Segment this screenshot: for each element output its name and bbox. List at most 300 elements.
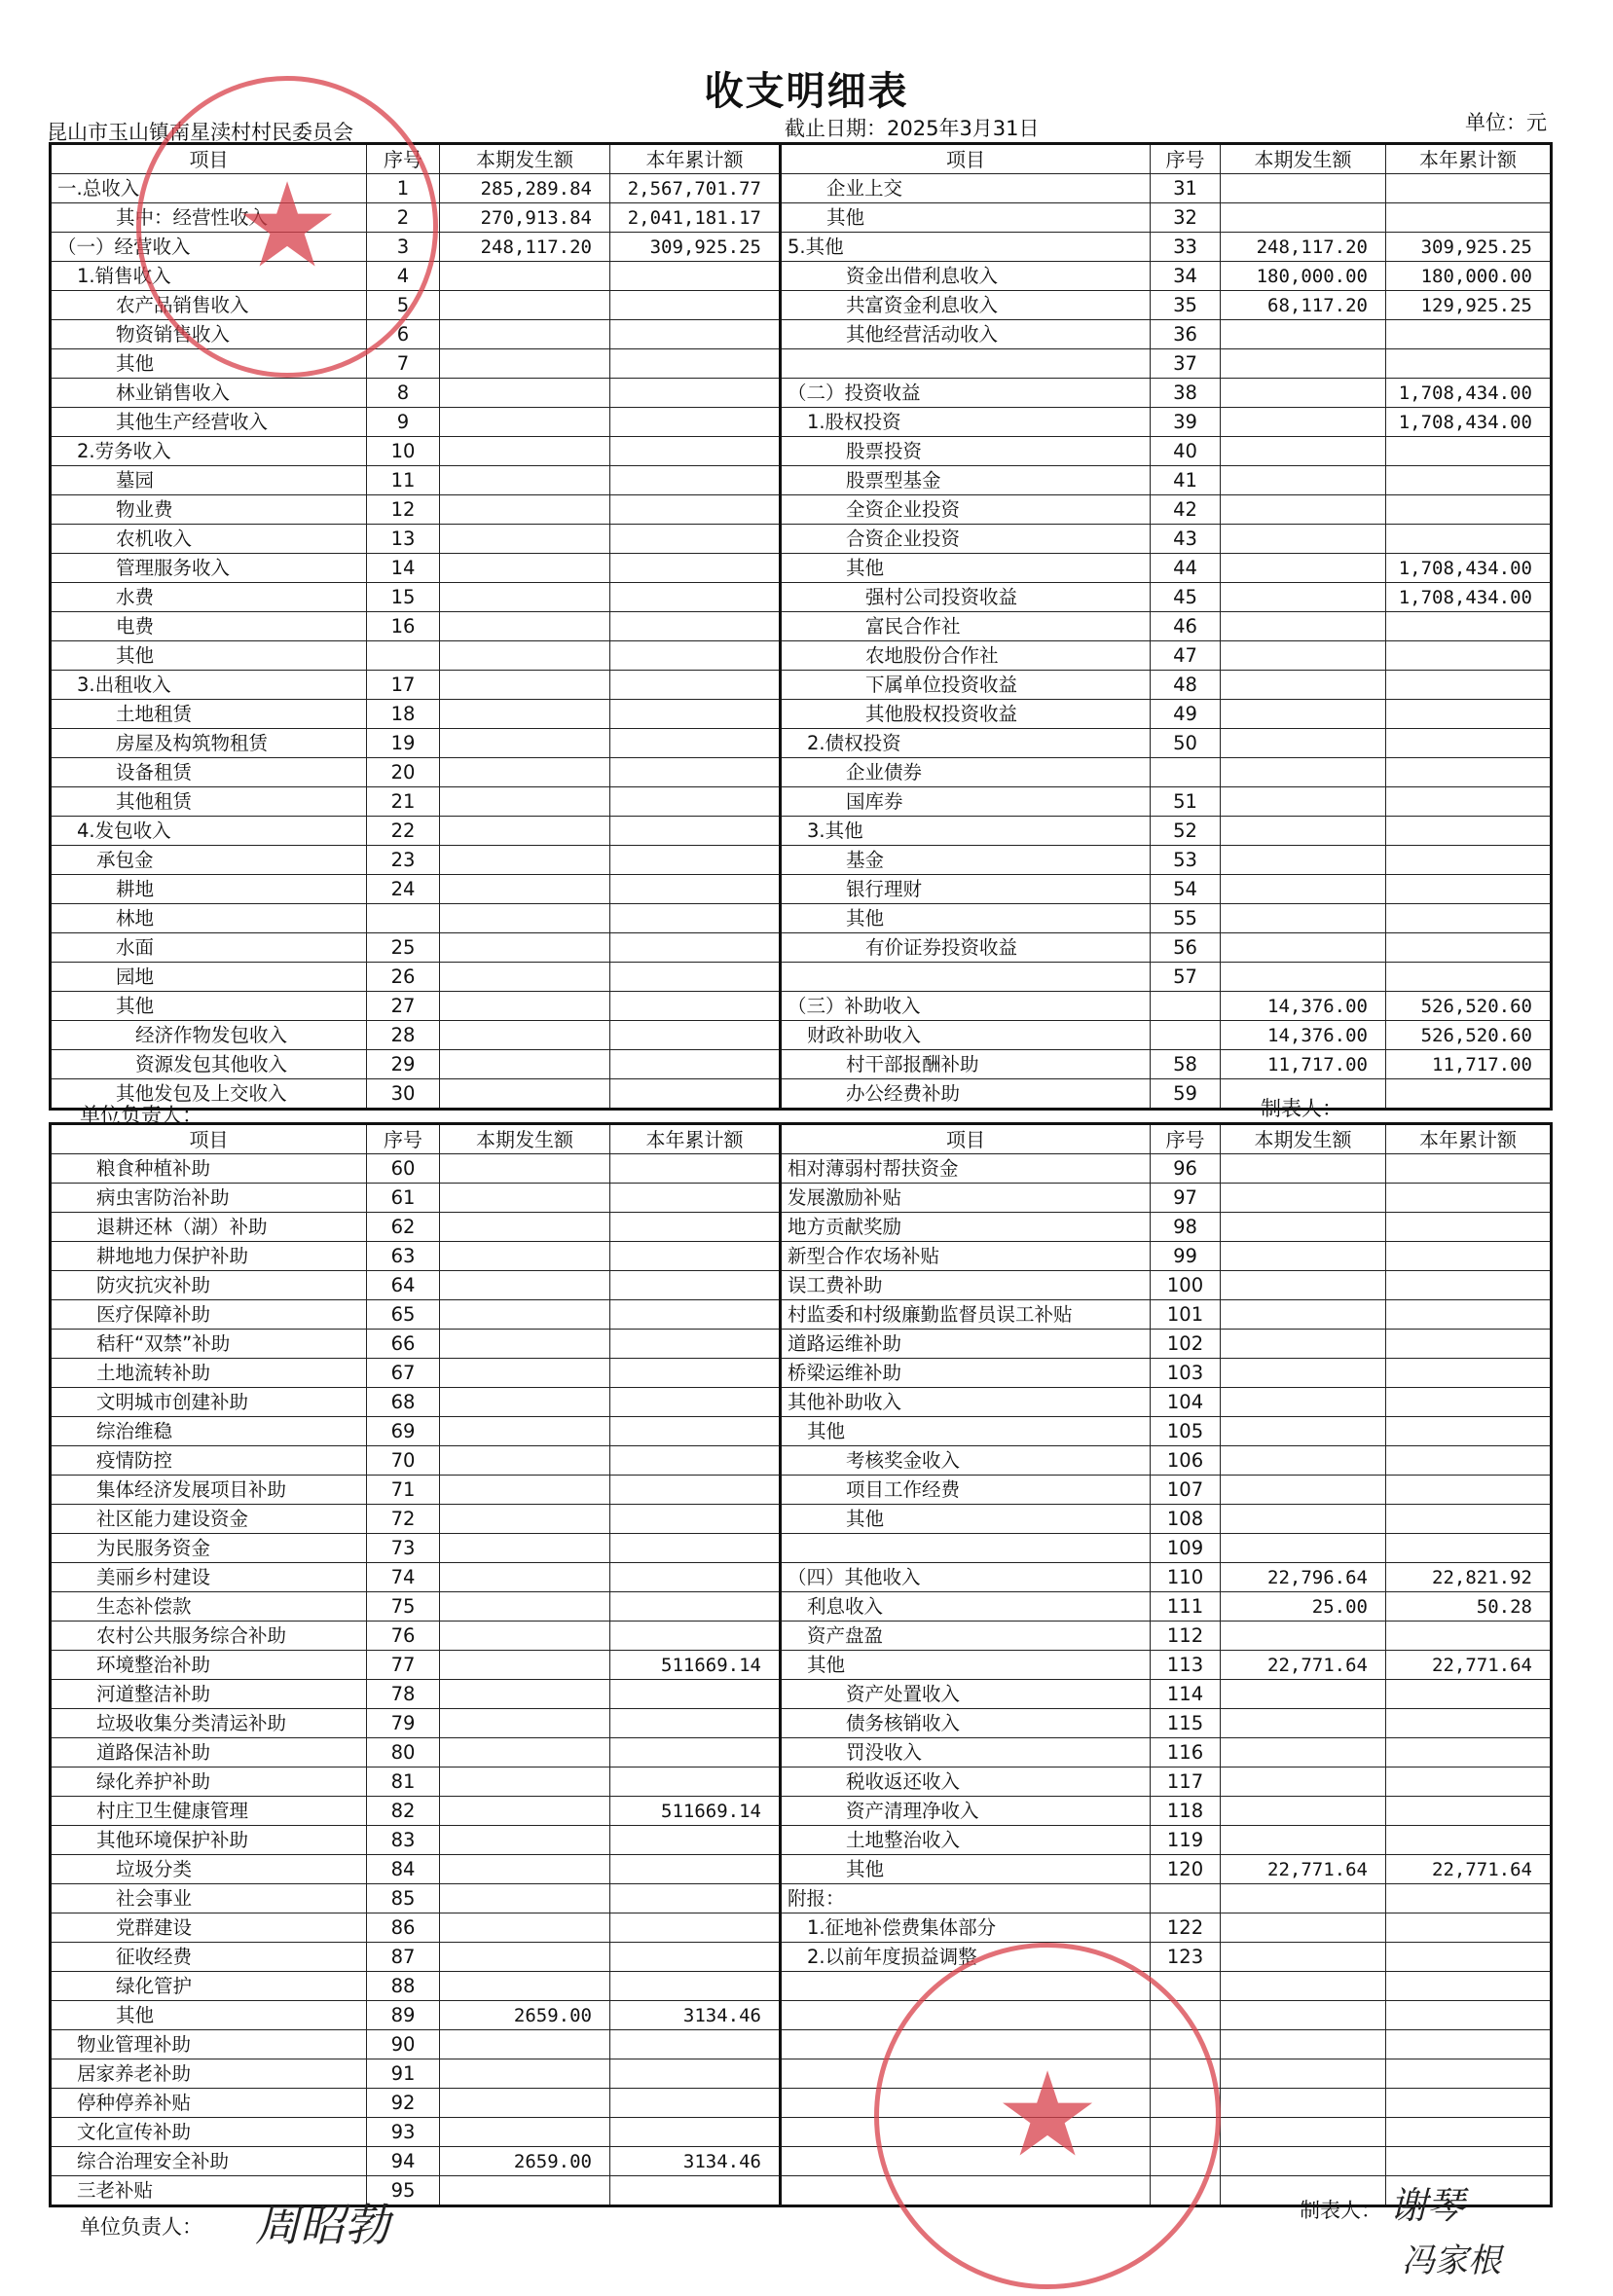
current-amount [1221, 700, 1386, 729]
row-number: 109 [1151, 1534, 1221, 1563]
item-name: 为民服务资金 [51, 1534, 367, 1563]
item-name: 医疗保障补助 [51, 1300, 367, 1330]
row-number: 62 [367, 1213, 440, 1242]
item-name: 桥梁运维补助 [781, 1359, 1151, 1388]
row-number: 112 [1151, 1622, 1221, 1651]
ytd-amount [1386, 963, 1552, 992]
current-amount [1221, 1359, 1386, 1388]
row-number: 53 [1151, 846, 1221, 875]
item-name: 4.发包收入 [51, 817, 367, 846]
item-name: 园地 [51, 963, 367, 992]
table-row [51, 1680, 1552, 1709]
current-amount [440, 1050, 610, 1079]
ytd-amount [610, 1388, 781, 1417]
current-amount [440, 787, 610, 817]
table-row [51, 2089, 1552, 2118]
table-row [51, 817, 1552, 846]
ytd-amount [610, 1359, 781, 1388]
item-name: 防灾抗灾补助 [51, 1271, 367, 1300]
current-amount [440, 1943, 610, 1972]
current-amount [1221, 1300, 1386, 1330]
current-amount [440, 904, 610, 933]
ytd-amount [1386, 1972, 1552, 2001]
item-name: 水费 [51, 583, 367, 612]
current-amount: 14,376.00 [1221, 992, 1386, 1021]
ytd-amount [610, 291, 781, 320]
ytd-amount [1386, 612, 1552, 641]
row-number: 54 [1151, 875, 1221, 904]
column-header: 项目 [781, 1124, 1151, 1154]
current-amount [1221, 1738, 1386, 1768]
current-amount [1221, 495, 1386, 525]
ytd-amount [610, 1184, 781, 1213]
ytd-amount [610, 1154, 781, 1184]
row-number: 60 [367, 1154, 440, 1184]
item-name: 征收经费 [51, 1943, 367, 1972]
current-amount: 2659.00 [440, 2001, 610, 2030]
item-name: 资源发包其他收入 [51, 1050, 367, 1079]
row-number: 88 [367, 1972, 440, 2001]
item-name: 其中：经营性收入 [51, 203, 367, 233]
row-number: 34 [1151, 262, 1221, 291]
table-row [51, 963, 1552, 992]
table-row [51, 1592, 1552, 1622]
item-name: 其他 [51, 2001, 367, 2030]
current-amount [1221, 963, 1386, 992]
row-number: 35 [1151, 291, 1221, 320]
current-amount: 180,000.00 [1221, 262, 1386, 291]
row-number: 19 [367, 729, 440, 758]
current-amount [440, 320, 610, 349]
current-amount [1221, 2089, 1386, 2118]
ytd-amount [610, 846, 781, 875]
column-header: 本期发生额 [440, 1124, 610, 1154]
item-name: 环境整治补助 [51, 1651, 367, 1680]
ytd-amount: 511669.14 [610, 1797, 781, 1826]
item-name: 下属单位投资收益 [781, 671, 1151, 700]
current-amount [1221, 2147, 1386, 2176]
table-row [51, 1184, 1552, 1213]
item-name: 农地股份合作社 [781, 641, 1151, 671]
row-number: 95 [367, 2176, 440, 2206]
ytd-amount [610, 612, 781, 641]
row-number: 64 [367, 1271, 440, 1300]
current-amount [440, 758, 610, 787]
current-amount [440, 2089, 610, 2118]
table-row [51, 2059, 1552, 2089]
current-amount [440, 583, 610, 612]
table-row [51, 495, 1552, 525]
column-header: 项目 [51, 144, 367, 174]
row-number: 30 [367, 1079, 440, 1110]
table-row [51, 583, 1552, 612]
current-amount: 14,376.00 [1221, 1021, 1386, 1050]
row-number: 65 [367, 1300, 440, 1330]
current-amount [1221, 1154, 1386, 1184]
ytd-amount: 22,771.64 [1386, 1651, 1552, 1680]
current-amount [1221, 1943, 1386, 1972]
ytd-amount [610, 1213, 781, 1242]
ytd-amount [1386, 758, 1552, 787]
current-amount [440, 1768, 610, 1797]
row-number: 63 [367, 1242, 440, 1271]
current-amount [1221, 1271, 1386, 1300]
table-row [51, 1021, 1552, 1050]
row-number: 119 [1151, 1826, 1221, 1855]
row-number: 48 [1151, 671, 1221, 700]
item-name: 疫情防控 [51, 1446, 367, 1476]
item-name: 其他 [781, 904, 1151, 933]
ytd-amount [610, 408, 781, 437]
row-number: 3 [367, 233, 440, 262]
row-number: 116 [1151, 1738, 1221, 1768]
ytd-amount [1386, 1797, 1552, 1826]
ytd-amount [610, 1972, 781, 2001]
ytd-amount [1386, 1300, 1552, 1330]
table-row [51, 729, 1552, 758]
ytd-amount: 22,771.64 [1386, 1855, 1552, 1884]
ytd-amount: 180,000.00 [1386, 262, 1552, 291]
current-amount [440, 1680, 610, 1709]
row-number: 114 [1151, 1680, 1221, 1709]
column-header: 本年累计额 [610, 1124, 781, 1154]
table-row [51, 1855, 1552, 1884]
current-amount [1221, 379, 1386, 408]
table-row [51, 1213, 1552, 1242]
row-number: 7 [367, 349, 440, 379]
item-name: 物业管理补助 [51, 2030, 367, 2059]
item-name: 退耕还林（湖）补助 [51, 1213, 367, 1242]
ytd-amount: 1,708,434.00 [1386, 408, 1552, 437]
table-row [51, 1797, 1552, 1826]
row-number: 118 [1151, 1797, 1221, 1826]
item-name: 设备租赁 [51, 758, 367, 787]
item-name: 垃圾收集分类清运补助 [51, 1709, 367, 1738]
current-amount [440, 349, 610, 379]
item-name: 道路运维补助 [781, 1330, 1151, 1359]
row-number: 107 [1151, 1476, 1221, 1505]
current-amount [1221, 1446, 1386, 1476]
table-row [51, 2118, 1552, 2147]
column-header: 序号 [1151, 144, 1221, 174]
current-amount: 248,117.20 [440, 233, 610, 262]
current-amount [1221, 466, 1386, 495]
current-amount [1221, 671, 1386, 700]
row-number: 5 [367, 291, 440, 320]
item-name: 绿化管护 [51, 1972, 367, 2001]
current-amount [440, 612, 610, 641]
table-row [51, 466, 1552, 495]
current-amount [440, 1330, 610, 1359]
current-amount [440, 437, 610, 466]
item-name: 有价证券投资收益 [781, 933, 1151, 963]
current-amount [1221, 1913, 1386, 1943]
row-number: 91 [367, 2059, 440, 2089]
row-number: 27 [367, 992, 440, 1021]
current-amount [1221, 641, 1386, 671]
table-row [51, 1300, 1552, 1330]
current-amount [1221, 525, 1386, 554]
current-amount [440, 1300, 610, 1330]
item-name: 文化宣传补助 [51, 2118, 367, 2147]
row-number: 36 [1151, 320, 1221, 349]
item-name: 停种停养补贴 [51, 2089, 367, 2118]
table-row [51, 641, 1552, 671]
current-amount [440, 1388, 610, 1417]
row-number: 12 [367, 495, 440, 525]
current-amount [440, 1213, 610, 1242]
item-name: 生态补偿款 [51, 1592, 367, 1622]
current-amount [440, 1505, 610, 1534]
table-row [51, 1242, 1552, 1271]
table-maker-label-bottom: 制表人： [1300, 2199, 1381, 2222]
ytd-amount [1386, 846, 1552, 875]
item-name: 一.总收入 [51, 174, 367, 203]
row-number: 51 [1151, 787, 1221, 817]
table-row [51, 2001, 1552, 2030]
item-name: 土地流转补助 [51, 1359, 367, 1388]
ytd-amount [1386, 1534, 1552, 1563]
current-amount: 2659.00 [440, 2147, 610, 2176]
column-header: 序号 [1151, 1124, 1221, 1154]
ytd-amount [610, 2030, 781, 2059]
current-amount [1221, 1826, 1386, 1855]
row-number [1151, 1021, 1221, 1050]
ytd-amount [610, 1330, 781, 1359]
current-amount [440, 1738, 610, 1768]
ytd-amount [610, 758, 781, 787]
ytd-amount [610, 437, 781, 466]
ytd-amount [1386, 174, 1552, 203]
ytd-amount: 309,925.25 [1386, 233, 1552, 262]
ytd-amount [1386, 495, 1552, 525]
current-amount [1221, 2118, 1386, 2147]
ytd-amount [610, 641, 781, 671]
item-name: 承包金 [51, 846, 367, 875]
ytd-amount: 129,925.25 [1386, 291, 1552, 320]
ytd-amount: 309,925.25 [610, 233, 781, 262]
current-amount [1221, 1622, 1386, 1651]
item-name: 2.以前年度损益调整 [781, 1943, 1151, 1972]
unit-head-signature: 周昭勃 [255, 2199, 389, 2251]
current-amount [440, 1154, 610, 1184]
current-amount [1221, 729, 1386, 758]
current-amount [440, 2030, 610, 2059]
item-name: 5.其他 [781, 233, 1151, 262]
current-amount [440, 1446, 610, 1476]
ytd-amount [610, 933, 781, 963]
item-name: 资产处置收入 [781, 1680, 1151, 1709]
table-row [51, 554, 1552, 583]
ytd-amount [610, 495, 781, 525]
current-amount [1221, 904, 1386, 933]
row-number: 99 [1151, 1242, 1221, 1271]
table-row [51, 1271, 1552, 1300]
ytd-amount [1386, 1446, 1552, 1476]
item-name: 银行理财 [781, 875, 1151, 904]
ytd-amount [610, 320, 781, 349]
item-name: 考核奖金收入 [781, 1446, 1151, 1476]
ytd-amount [610, 2089, 781, 2118]
item-name: 道路保洁补助 [51, 1738, 367, 1768]
row-number: 115 [1151, 1709, 1221, 1738]
item-name: 企业上交 [781, 174, 1151, 203]
item-name: 耕地 [51, 875, 367, 904]
ytd-amount [610, 1680, 781, 1709]
current-amount: 11,717.00 [1221, 1050, 1386, 1079]
item-name: 其他 [781, 203, 1151, 233]
table-row [51, 408, 1552, 437]
current-amount [440, 525, 610, 554]
item-name: 墓园 [51, 466, 367, 495]
ytd-amount [610, 1768, 781, 1797]
item-name: 集体经济发展项目补助 [51, 1476, 367, 1505]
ytd-amount [610, 700, 781, 729]
ytd-amount [1386, 1826, 1552, 1855]
current-amount [440, 817, 610, 846]
ytd-amount [610, 2176, 781, 2206]
row-number: 97 [1151, 1184, 1221, 1213]
ytd-amount [610, 1884, 781, 1913]
item-name: 罚没收入 [781, 1738, 1151, 1768]
ytd-amount [1386, 1943, 1552, 1972]
ytd-amount [610, 1592, 781, 1622]
ytd-amount [1386, 1079, 1552, 1110]
row-number: 108 [1151, 1505, 1221, 1534]
row-number: 22 [367, 817, 440, 846]
item-name: 其他 [51, 641, 367, 671]
item-name: 其他 [781, 1505, 1151, 1534]
current-amount [1221, 875, 1386, 904]
table-row [51, 1505, 1552, 1534]
table-row [51, 1651, 1552, 1680]
ytd-amount [1386, 1330, 1552, 1359]
ytd-amount [610, 1271, 781, 1300]
ytd-amount [610, 1505, 781, 1534]
row-number: 75 [367, 1592, 440, 1622]
ytd-amount [610, 1622, 781, 1651]
item-name: 党群建设 [51, 1913, 367, 1943]
current-amount [1221, 2059, 1386, 2089]
row-number: 68 [367, 1388, 440, 1417]
current-amount [440, 1563, 610, 1592]
ytd-amount [1386, 1709, 1552, 1738]
row-number: 42 [1151, 495, 1221, 525]
ytd-amount: 1,708,434.00 [1386, 554, 1552, 583]
ytd-amount [1386, 1884, 1552, 1913]
current-amount [1221, 583, 1386, 612]
item-name: 新型合作农场补贴 [781, 1242, 1151, 1271]
item-name: 其他发包及上交收入 [51, 1079, 367, 1110]
row-number: 83 [367, 1826, 440, 1855]
current-amount [440, 729, 610, 758]
current-amount: 22,771.64 [1221, 1651, 1386, 1680]
row-number: 23 [367, 846, 440, 875]
row-number [1151, 758, 1221, 787]
current-amount [440, 1534, 610, 1563]
item-name: 富民合作社 [781, 612, 1151, 641]
current-amount [1221, 2001, 1386, 2030]
item-name: （四）其他收入 [781, 1563, 1151, 1592]
table-row [51, 1534, 1552, 1563]
ytd-amount [1386, 1505, 1552, 1534]
ytd-amount [1386, 1154, 1552, 1184]
row-number: 110 [1151, 1563, 1221, 1592]
row-number: 58 [1151, 1050, 1221, 1079]
row-number: 13 [367, 525, 440, 554]
ytd-amount [1386, 904, 1552, 933]
unit-head-label-bottom: 单位负责人： [80, 2215, 202, 2239]
current-amount [1221, 2030, 1386, 2059]
ytd-amount [610, 1050, 781, 1079]
ytd-amount: 50.28 [1386, 1592, 1552, 1622]
item-name: 其他补助收入 [781, 1388, 1151, 1417]
table-row [51, 1446, 1552, 1476]
current-amount: 285,289.84 [440, 174, 610, 203]
row-number: 16 [367, 612, 440, 641]
maker-signature: 谢琴 [1390, 2184, 1465, 2227]
table-row [51, 2030, 1552, 2059]
current-amount [1221, 174, 1386, 203]
row-number: 101 [1151, 1300, 1221, 1330]
column-header: 本年累计额 [1386, 1124, 1552, 1154]
current-amount [1221, 408, 1386, 437]
ytd-amount [610, 1534, 781, 1563]
table-row [51, 846, 1552, 875]
current-amount [1221, 1972, 1386, 2001]
ytd-amount [1386, 466, 1552, 495]
ytd-amount [610, 1079, 781, 1110]
current-amount [440, 933, 610, 963]
table-row [51, 1972, 1552, 2001]
row-number: 93 [367, 2118, 440, 2147]
current-amount [1221, 1388, 1386, 1417]
item-name: 地方贡献奖励 [781, 1213, 1151, 1242]
row-number: 10 [367, 437, 440, 466]
current-amount [1221, 1330, 1386, 1359]
row-number: 106 [1151, 1446, 1221, 1476]
current-amount [1221, 320, 1386, 349]
ytd-amount [610, 875, 781, 904]
current-amount [440, 2059, 610, 2089]
ytd-amount [1386, 349, 1552, 379]
current-amount [440, 1622, 610, 1651]
row-number: 113 [1151, 1651, 1221, 1680]
item-name: 附报： [781, 1884, 1151, 1913]
current-amount [1221, 1709, 1386, 1738]
item-name: 绿化养护补助 [51, 1768, 367, 1797]
current-amount [440, 1021, 610, 1050]
ytd-amount: 1,708,434.00 [1386, 379, 1552, 408]
ytd-amount: 11,717.00 [1386, 1050, 1552, 1079]
current-amount [440, 554, 610, 583]
current-amount [1221, 1768, 1386, 1797]
item-name: 基金 [781, 846, 1151, 875]
item-name: 社区能力建设资金 [51, 1505, 367, 1534]
current-amount [440, 1359, 610, 1388]
ytd-amount [1386, 203, 1552, 233]
organization-name: 昆山市玉山镇南星渎村村民委员会 [47, 121, 353, 144]
item-name: 林地 [51, 904, 367, 933]
ytd-amount [1386, 933, 1552, 963]
seal-star-icon: ★ [235, 159, 340, 294]
item-name: 农机收入 [51, 525, 367, 554]
ytd-amount [1386, 875, 1552, 904]
item-name: 水面 [51, 933, 367, 963]
current-amount [440, 1417, 610, 1446]
ytd-amount [1386, 1417, 1552, 1446]
table-row [51, 1622, 1552, 1651]
